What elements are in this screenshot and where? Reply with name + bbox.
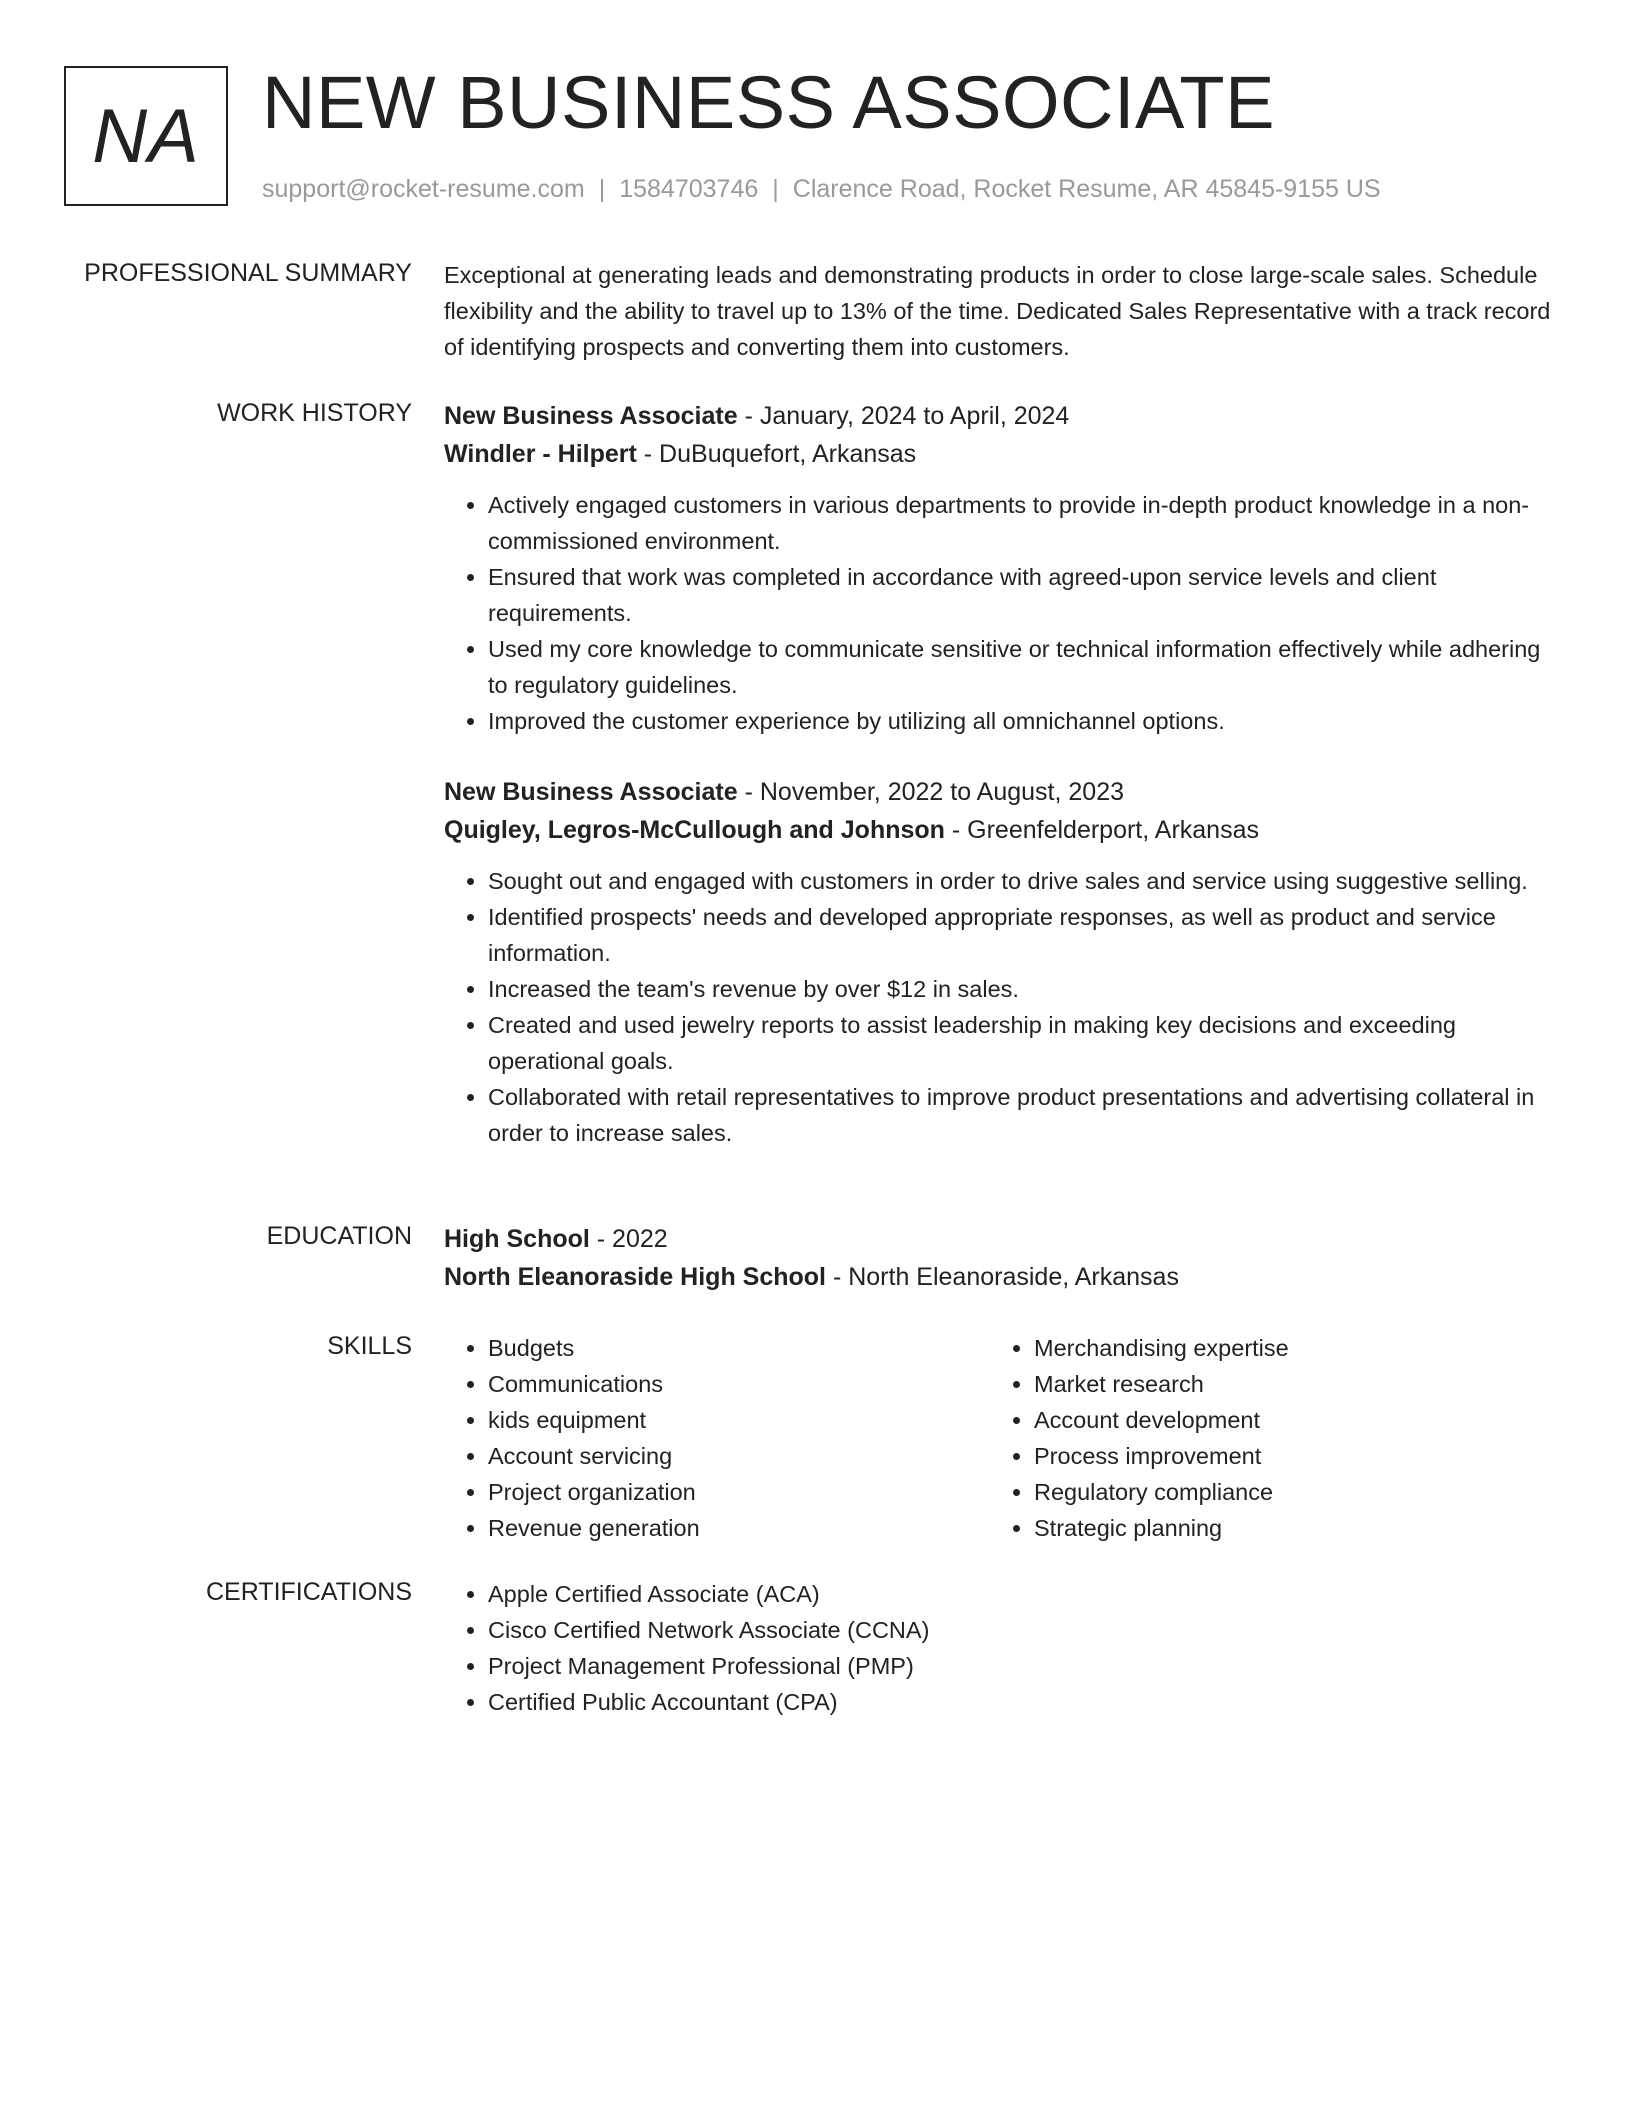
contact-phone: 1584703746 — [619, 175, 759, 203]
certifications-body — [444, 1576, 1560, 1720]
candidate-name: NEW BUSINESS ASSOCIATE — [262, 61, 1275, 144]
skills-list — [990, 1330, 1536, 1546]
list-item: • kids equipment — [488, 1402, 990, 1438]
job-entry — [444, 397, 1560, 739]
job-title-line — [444, 397, 1560, 435]
summary-body — [444, 257, 1560, 365]
list-item: • Account servicing — [488, 1438, 990, 1474]
list-item: • Merchandising expertise — [1034, 1330, 1536, 1366]
job-dates: - January, 2024 to April, 2024 — [737, 402, 1070, 430]
education-degree: High School — [444, 1225, 590, 1253]
education-location: - North Eleanoraside, Arkansas — [826, 1263, 1179, 1291]
contact-email: support@rocket-resume.com — [262, 175, 585, 203]
skills-column-right — [990, 1330, 1536, 1546]
list-item: • Strategic planning — [1034, 1510, 1536, 1546]
education-year: - 2022 — [589, 1225, 668, 1253]
list-item: • Actively engaged customers in various departments to provide in-depth product knowledge in a non-commissioned environment. — [488, 487, 1560, 559]
list-item: • Communications — [488, 1366, 990, 1402]
section-heading-work-history: WORK HISTORY — [217, 399, 412, 427]
job-location: - DuBuquefort, Arkansas — [636, 440, 917, 468]
skills-columns — [444, 1330, 1560, 1546]
list-item: • Project organization — [488, 1474, 990, 1510]
list-item: • Account development — [1034, 1402, 1536, 1438]
list-item: • Regulatory compliance — [1034, 1474, 1536, 1510]
section-heading-certifications: CERTIFICATIONS — [205, 1578, 412, 1606]
job-bullets — [444, 863, 1560, 1151]
contact-address: Clarence Road, Rocket Resume, AR 45845-9155 US — [792, 175, 1381, 203]
list-item: • Process improvement — [1034, 1438, 1536, 1474]
list-item: • Improved the customer experience by utilizing all omnichannel options. — [488, 703, 1560, 739]
job-company: Windler - Hilpert — [444, 440, 637, 468]
monogram-initials: NA — [92, 93, 200, 179]
list-item: • Apple Certified Associate (ACA) — [488, 1576, 1560, 1612]
section-heading-summary: PROFESSIONAL SUMMARY — [84, 259, 412, 287]
list-item: • Identified prospects' needs and developed appropriate responses, as well as product and service information. — [488, 899, 1560, 971]
list-item: • Market research — [1034, 1366, 1536, 1402]
education-degree-line — [444, 1220, 1560, 1258]
list-item: • Used my core knowledge to communicate sensitive or technical information effectively while adhering to regulatory guidelines. — [488, 631, 1560, 703]
list-item: • Project Management Professional (PMP) — [488, 1648, 1560, 1684]
certifications-list — [444, 1576, 1560, 1720]
list-item: • Certified Public Accountant (CPA) — [488, 1684, 1560, 1720]
job-dates: - November, 2022 to August, 2023 — [737, 778, 1125, 806]
section-heading-education: EDUCATION — [266, 1222, 412, 1250]
section-heading-skills: SKILLS — [327, 1332, 412, 1360]
monogram-box — [64, 66, 228, 206]
contact-separator: | — [772, 175, 779, 203]
job-bullets — [444, 487, 1560, 739]
education-school: North Eleanoraside High School — [444, 1263, 826, 1291]
list-item: • Increased the team's revenue by over $12 in sales. — [488, 971, 1560, 1007]
job-company: Quigley, Legros-McCullough and Johnson — [444, 816, 945, 844]
skills-list — [444, 1330, 990, 1546]
job-company-line — [444, 811, 1560, 849]
list-item: • Sought out and engaged with customers in order to drive sales and service using suggestive selling. — [488, 863, 1560, 899]
work-history-body — [444, 397, 1560, 1151]
contact-line — [262, 174, 1381, 204]
list-item: • Ensured that work was completed in accordance with agreed-upon service levels and client requirements. — [488, 559, 1560, 631]
list-item: • Cisco Certified Network Associate (CCNA) — [488, 1612, 1560, 1648]
job-location: - Greenfelderport, Arkansas — [944, 816, 1259, 844]
job-title-line — [444, 773, 1560, 811]
skills-body — [444, 1330, 1560, 1546]
summary-text: Exceptional at generating leads and demonstrating products in order to close large-scale sales. Schedule flexibility and the ability to travel up to 13% of the time. Dedicated Sales Representative with a track record of identifying prospects and converting them into customers. — [444, 262, 1551, 360]
education-body — [444, 1220, 1560, 1296]
job-title: New Business Associate — [444, 402, 738, 430]
job-company-line — [444, 435, 1560, 473]
list-item: • Budgets — [488, 1330, 990, 1366]
list-item: • Collaborated with retail representatives to improve product presentations and advertising collateral in order to increase sales. — [488, 1079, 1560, 1151]
education-school-line — [444, 1258, 1560, 1296]
list-item: • Revenue generation — [488, 1510, 990, 1546]
contact-separator: | — [598, 175, 606, 203]
job-entry — [444, 773, 1560, 1151]
list-item: • Created and used jewelry reports to assist leadership in making key decisions and exceeding operational goals. — [488, 1007, 1560, 1079]
skills-column-left — [444, 1330, 990, 1546]
job-title: New Business Associate — [444, 778, 738, 806]
